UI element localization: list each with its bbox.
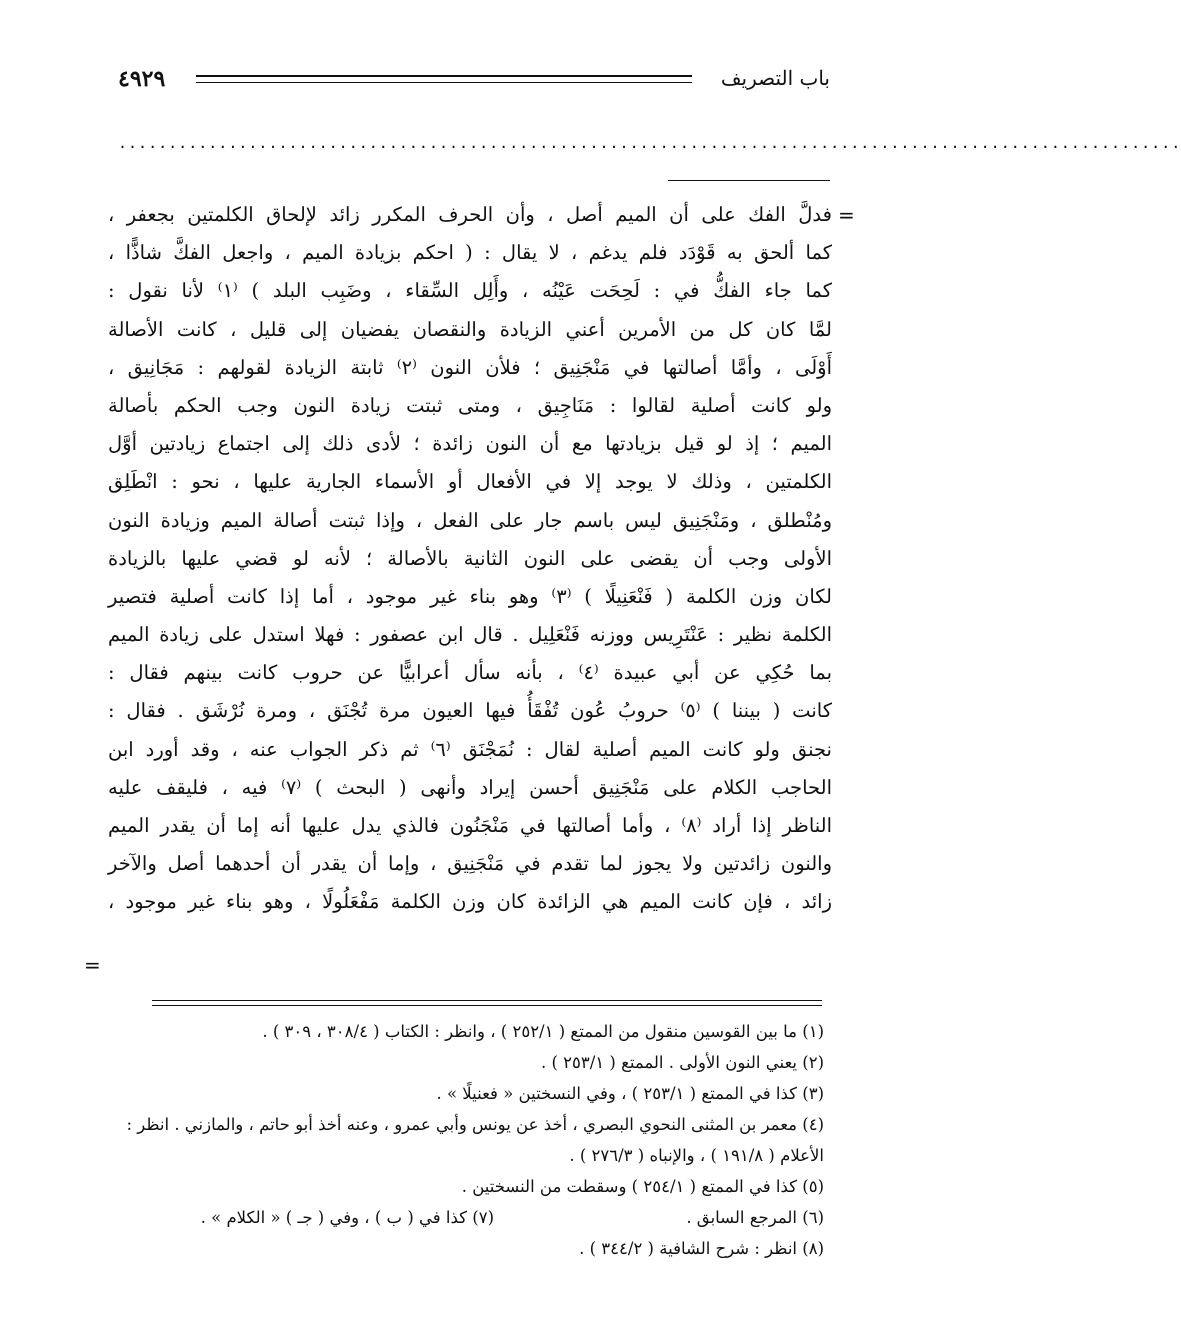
text-line: لكان وزن الكلمة ( فَنْعَنِيلًا ) ⁽٣⁾ وهو بناء غير موجود ، أما إذا كانت أصلية فتصير (108, 584, 832, 608)
text-line: كما ألحق به قَوْدَد فلم يدغم ، لا يقال : ( احكم بزيادة الميم ، واجعل الفكَّ شاذًّا ، (108, 241, 832, 265)
text-line: بما حُكِي عن أبي عبيدة ⁽٤⁾ ، بأنه سأل أعرابيًّا عن حروب كانت بينهم فقال : (108, 661, 832, 685)
dotted-separator: .......................................................................................................... (118, 134, 1181, 152)
text-line: كانت ( بيننا ) ⁽٥⁾ حروبُ عُون تُفْقَأُ فيها العيون مرة تُجْنَق ، ومرة نُرْشَق . فقال : (108, 699, 832, 723)
text-line: كما جاء الفكُّ في : لَحِحَت عَيْنُه ، وأَلِل السِّقاء ، وضَبِب البلد ) ⁽١⁾ لأنا نقول : (108, 279, 832, 303)
footnote-7: (٧) كذا في ( ب ) ، وفي ( جـ ) « الكلام » . (200, 1208, 494, 1227)
text-line: نجنق ولو كانت الميم أصلية لقال : نُمَجْنَق ⁽٦⁾ ثم ذكر الجواب عنه ، وقد أورد ابن (108, 737, 832, 761)
text-line: الأولى وجب أن يقضى على النون الثانية بالأصالة ؛ لأنه لو قضي عليها بالزيادة (108, 546, 832, 570)
text-line: الميم ؛ إذ لو قيل بزيادتها مع أن النون زائدة ؛ لأدى ذلك إلى اجتماع زيادتين أوَّل (108, 432, 832, 456)
running-title: باب التصريف (720, 66, 830, 90)
continuation-mark-bottom: = (84, 953, 101, 977)
text-line: الكلمتين ، وذلك لا يوجد إلا في الأفعال أو الأسماء الجارية عليها ، نحو : انْطَلِق (108, 470, 832, 494)
continuation-mark-top: = (838, 203, 855, 227)
text-line: والنون زائدتين ولا يجوز لما تقدم في مَنْجَنِيق ، وإما أن يقدر أن أحدهما أصل والآخر (108, 852, 832, 876)
text-line: أَوْلَى ، وأمَّا أصالتها في مَنْجَنِيق ؛ فلأن النون ⁽٢⁾ ثابتة الزيادة لقولهم : مَجَانِيق ، (108, 355, 832, 379)
footnote-6: (٦) المرجع السابق . (686, 1208, 824, 1227)
text-line: ومُنْطلق ، ومَنْجَنِيق ليس باسم جار على الفعل ، وإذا ثبتت أصالة الميم وزيادة النون (108, 508, 832, 532)
footnote-3: (٣) كذا في الممتع ( ٢٥٣/١ ) ، وفي النسختين « فعنيلًا » . (436, 1084, 824, 1103)
main-text (108, 196, 832, 922)
text-line: الكلمة نظير : عَنْتَرِيس ووزنه فَنْعَلِيل . قال ابن عصفور : فهلا استدل على زيادة الميم (108, 623, 832, 647)
footnote-5: (٥) كذا في الممتع ( ٢٥٤/١ ) وسقطت من النسختين . (461, 1177, 824, 1196)
text-line: زائد ، فإن كانت الميم هي الزائدة كان وزن الكلمة مَفْعَلُولًا ، وهو بناء غير موجود ، (108, 890, 832, 914)
footnote-rule (152, 1000, 822, 1006)
page-number: ٤٩٢٩ (118, 66, 166, 92)
footnote-4-continued: الأعلام ( ١٩١/٨ ) ، والإنباه ( ٢٧٦/٣ ) . (569, 1146, 824, 1165)
text-line: لمَّا كان كل من الأمرين أعني الزيادة والنقصان يفضيان إلى قليل ، كانت الأصالة (108, 317, 832, 341)
text-line: الناظر إذا أراد ⁽٨⁾ ، وأما أصالتها في مَنْجَنُون فالذي يدل عليها أنه إما أن يقدر الميم (108, 814, 833, 837)
text-line: ولو كانت أصلية لقالوا : مَنَاجِيق ، ومتى ثبتت زيادة النون وجب الحكم بأصالة (108, 393, 832, 417)
text-line: فدلَّ الفك على أن الميم أصل ، وأن الحرف المكرر زائد لإلحاق الكلمتين بجعفر ، (108, 203, 832, 226)
text-line: الحاجب الكلام على مَنْجَنِيق أحسن إيراد وأنهى ( البحث ) ⁽٧⁾ فيه ، فليقف عليه (108, 775, 832, 799)
footnote-1: (١) ما بين القوسين منقول من الممتع ( ٢٥٢/١ ) ، وانظر : الكتاب ( ٣٠٨/٤ ، ٣٠٩ ) . (262, 1022, 824, 1041)
page-header (118, 66, 830, 100)
footnote-2: (٢) يعني النون الأولى . الممتع ( ٢٥٣/١ ) . (540, 1053, 824, 1072)
footnote-pair (108, 1202, 824, 1233)
footnotes (108, 1016, 824, 1264)
section-rule (668, 180, 830, 181)
header-rule (196, 75, 692, 83)
footnote-8: (٨) انظر : شرح الشافية ( ٣٤٤/٢ ) . (579, 1239, 824, 1258)
footnote-4: (٤) معمر بن المثنى النحوي البصري ، أخذ عن يونس وأبي عمرو ، وعنه أخذ أبو حاتم ، والمازني . انظر : (126, 1115, 824, 1134)
